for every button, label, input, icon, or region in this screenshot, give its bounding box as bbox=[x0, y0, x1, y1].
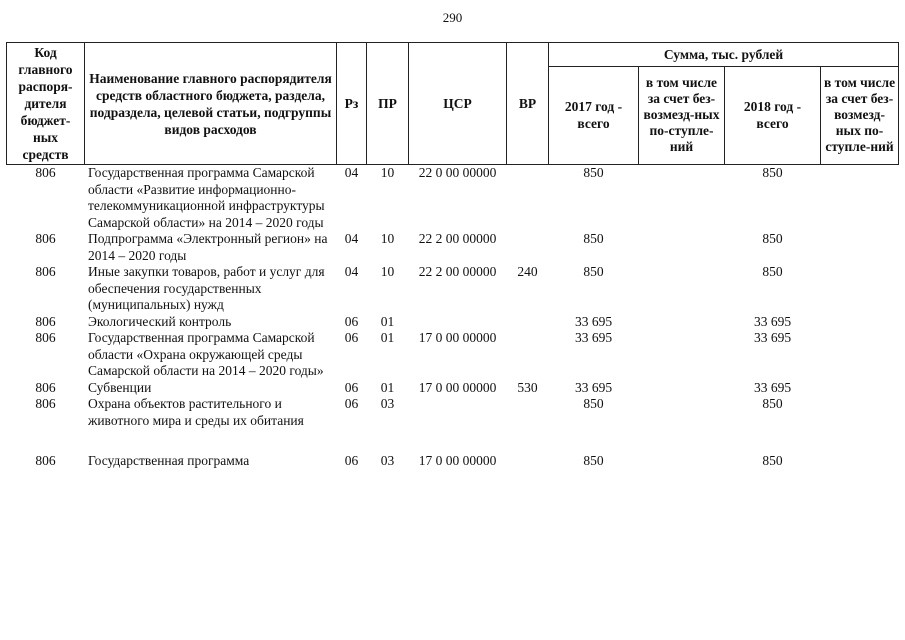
table-row bbox=[7, 453, 899, 470]
cell-2018-free bbox=[821, 165, 899, 232]
cell-rz: 04 bbox=[344, 264, 359, 279]
header-pr: ПР bbox=[367, 43, 409, 165]
cell-2018-total: 850 bbox=[762, 264, 783, 279]
cell-2017-free bbox=[639, 330, 725, 380]
header-2017-free: в том числе за счет без-возмезд-ных по-ступле-ний bbox=[639, 66, 725, 164]
cell-vr bbox=[507, 231, 549, 264]
table-row bbox=[7, 330, 899, 380]
cell-rz: 06 bbox=[344, 313, 359, 329]
cell-2018-total: 850 bbox=[762, 165, 783, 180]
cell-vr bbox=[507, 314, 549, 331]
cell-2018-total: 850 bbox=[762, 231, 783, 246]
cell-2017-total: 33 695 bbox=[574, 379, 613, 395]
cell-2018-total: 850 bbox=[762, 453, 783, 468]
header-rz: Рз bbox=[337, 43, 367, 165]
cell-pr: 10 bbox=[380, 231, 395, 246]
table-row bbox=[7, 314, 899, 331]
cell-2017-free bbox=[639, 165, 725, 232]
cell-2017-free bbox=[639, 396, 725, 429]
cell-csr: 22 2 00 00000 bbox=[418, 231, 497, 246]
cell-2018-free bbox=[821, 453, 899, 470]
cell-vr: 240 bbox=[517, 264, 538, 279]
cell-rz: 06 bbox=[344, 379, 359, 395]
cell-name: Государственная программа Самарской области «Охрана окружающей среды Самарской области на 2014 – 2020 годы» bbox=[88, 330, 324, 378]
cell-csr bbox=[409, 314, 507, 331]
cell-code: 806 bbox=[35, 231, 56, 246]
cell-vr bbox=[507, 453, 549, 470]
spacer-cell bbox=[7, 429, 899, 453]
cell-rz: 04 bbox=[344, 165, 359, 180]
cell-code: 806 bbox=[35, 453, 56, 468]
cell-code: 806 bbox=[35, 264, 56, 279]
cell-name: Государственная программа bbox=[88, 453, 250, 468]
cell-2017-free bbox=[639, 264, 725, 314]
page-number: 290 bbox=[442, 10, 463, 25]
cell-2018-total: 33 695 bbox=[753, 330, 792, 345]
table-row bbox=[7, 396, 899, 429]
cell-2017-free bbox=[639, 314, 725, 331]
cell-csr: 17 0 00 00000 bbox=[418, 379, 497, 395]
header-2017-total: 2017 год - всего bbox=[549, 66, 639, 164]
cell-code: 806 bbox=[35, 379, 56, 395]
cell-2018-free bbox=[821, 396, 899, 429]
header-csr: ЦСР bbox=[409, 43, 507, 165]
cell-vr bbox=[507, 330, 549, 380]
cell-2017-free bbox=[639, 231, 725, 264]
cell-2017-total: 850 bbox=[583, 396, 604, 411]
cell-rz: 06 bbox=[344, 453, 359, 468]
cell-2018-free bbox=[821, 264, 899, 314]
cell-name: Охрана объектов растительного и животного мира и среды их обитания bbox=[88, 396, 304, 428]
cell-2018-free bbox=[821, 231, 899, 264]
cell-code: 806 bbox=[35, 165, 56, 180]
cell-csr: 17 0 00 00000 bbox=[418, 453, 497, 468]
cell-csr bbox=[409, 396, 507, 429]
header-name: Наименование главного распорядителя средств областного бюджета, раздела, подраздела, целевой статьи, подгруппы видов расходов bbox=[85, 43, 337, 165]
header-2018-total: 2018 год - всего bbox=[725, 66, 821, 164]
cell-vr bbox=[507, 165, 549, 232]
cell-pr: 03 bbox=[380, 453, 395, 468]
cell-2017-total: 850 bbox=[583, 231, 604, 246]
cell-code: 806 bbox=[35, 313, 56, 329]
cell-2017-free bbox=[639, 380, 725, 397]
cell-name: Подпрограмма «Электронный регион» на 2014 – 2020 годы bbox=[88, 231, 328, 263]
cell-pr: 01 bbox=[380, 379, 395, 395]
cell-vr: 530 bbox=[517, 379, 538, 395]
table-row bbox=[7, 231, 899, 264]
cell-rz: 06 bbox=[344, 396, 359, 411]
table-row bbox=[7, 264, 899, 314]
table-body bbox=[7, 165, 899, 470]
cell-2017-free bbox=[639, 453, 725, 470]
cell-code: 806 bbox=[35, 330, 56, 345]
budget-table bbox=[6, 42, 899, 470]
cell-name: Государственная программа Самарской области «Развитие информационно-телекоммуникационной инфраструктуры Самарской области» на 2014 – 2020 годы bbox=[88, 165, 325, 230]
cell-pr: 01 bbox=[380, 330, 395, 345]
cell-2017-total: 850 bbox=[583, 264, 604, 279]
cell-2018-total: 850 bbox=[762, 396, 783, 411]
table-row bbox=[7, 380, 899, 397]
header-2018-free: в том числе за счет без-возмезд-ных по-ступле-ний bbox=[821, 66, 899, 164]
header-code: Код главного распоря-дителя бюджет-ных средств bbox=[7, 43, 85, 165]
cell-csr: 22 0 00 00000 bbox=[418, 165, 497, 180]
cell-2017-total: 33 695 bbox=[574, 330, 613, 345]
header-vr: ВР bbox=[507, 43, 549, 165]
cell-name: Экологический контроль bbox=[88, 313, 232, 329]
cell-2018-free bbox=[821, 380, 899, 397]
cell-code: 806 bbox=[35, 396, 56, 411]
cell-pr: 10 bbox=[380, 165, 395, 180]
cell-csr: 22 2 00 00000 bbox=[418, 264, 497, 279]
cell-2017-total: 850 bbox=[583, 165, 604, 180]
cell-pr: 03 bbox=[380, 396, 395, 411]
cell-2017-total: 33 695 bbox=[574, 313, 613, 329]
table-row bbox=[7, 165, 899, 232]
header-sum: Сумма, тыс. рублей bbox=[549, 43, 899, 67]
cell-rz: 06 bbox=[344, 330, 359, 345]
cell-name: Иные закупки товаров, работ и услуг для обеспечения государственных (муниципальных) нужд bbox=[88, 264, 325, 312]
cell-2018-free bbox=[821, 330, 899, 380]
row-spacer bbox=[7, 429, 899, 453]
cell-2018-free bbox=[821, 314, 899, 331]
cell-2018-total: 33 695 bbox=[753, 379, 792, 395]
cell-name: Субвенции bbox=[88, 379, 152, 395]
cell-pr: 01 bbox=[380, 313, 395, 329]
cell-pr: 10 bbox=[380, 264, 395, 279]
cell-2017-total: 850 bbox=[583, 453, 604, 468]
cell-rz: 04 bbox=[344, 231, 359, 246]
cell-2018-total: 33 695 bbox=[753, 313, 792, 329]
cell-vr bbox=[507, 396, 549, 429]
cell-csr: 17 0 00 00000 bbox=[418, 330, 497, 345]
